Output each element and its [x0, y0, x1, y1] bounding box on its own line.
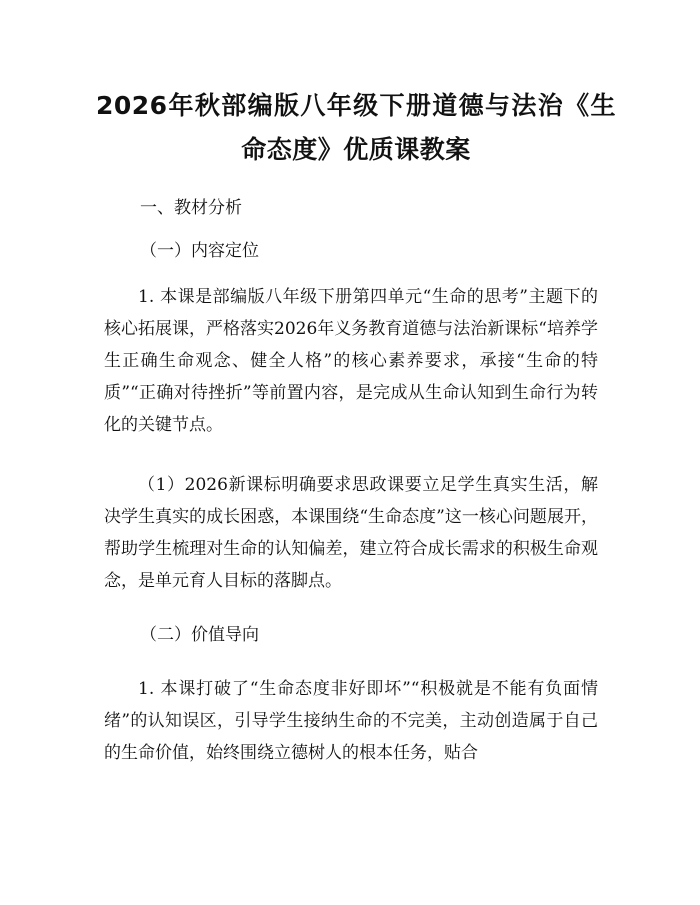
paragraph-content-positioning: 1. 本课是部编版八年级下册第四单元“生命的思考”主题下的核心拓展课，严格落实2026年义务教育道德与法治新课标“培养学生正确生命观念、健全人格”的核心素养要求，承接“生命的特质”“正确对待挫折”等前置内容，是完成从生命认知到生命行为转化的关键节点。: [104, 287, 598, 435]
paragraph-curriculum-requirement: （1）2026新课标明确要求思政课要立足学生真实生活，解决学生真实的成长困惑，本课围绕“生命态度”这一核心问题展开，帮助学生梳理对生命的认知偏差，建立符合成长需求的积极生命观念，是单元育人目标的落脚点。: [104, 475, 598, 591]
section-heading-textbook-analysis: 一、教材分析: [140, 198, 242, 218]
subsection-heading-content-positioning: （一）内容定位: [140, 241, 259, 261]
paragraph-value-orientation: 1. 本课打破了“生命态度非好即坏”“积极就是不能有负面情绪”的认知误区，引导学生接纳生命的不完美，主动创造属于自己的生命价值，始终围绕立德树人的根本任务，贴合: [104, 679, 598, 763]
document-title: 2026年秋部编版八年级下册道德与法治《生命态度》优质课教案: [96, 91, 616, 164]
subsection-heading-value-orientation: （二）价值导向: [140, 625, 259, 645]
